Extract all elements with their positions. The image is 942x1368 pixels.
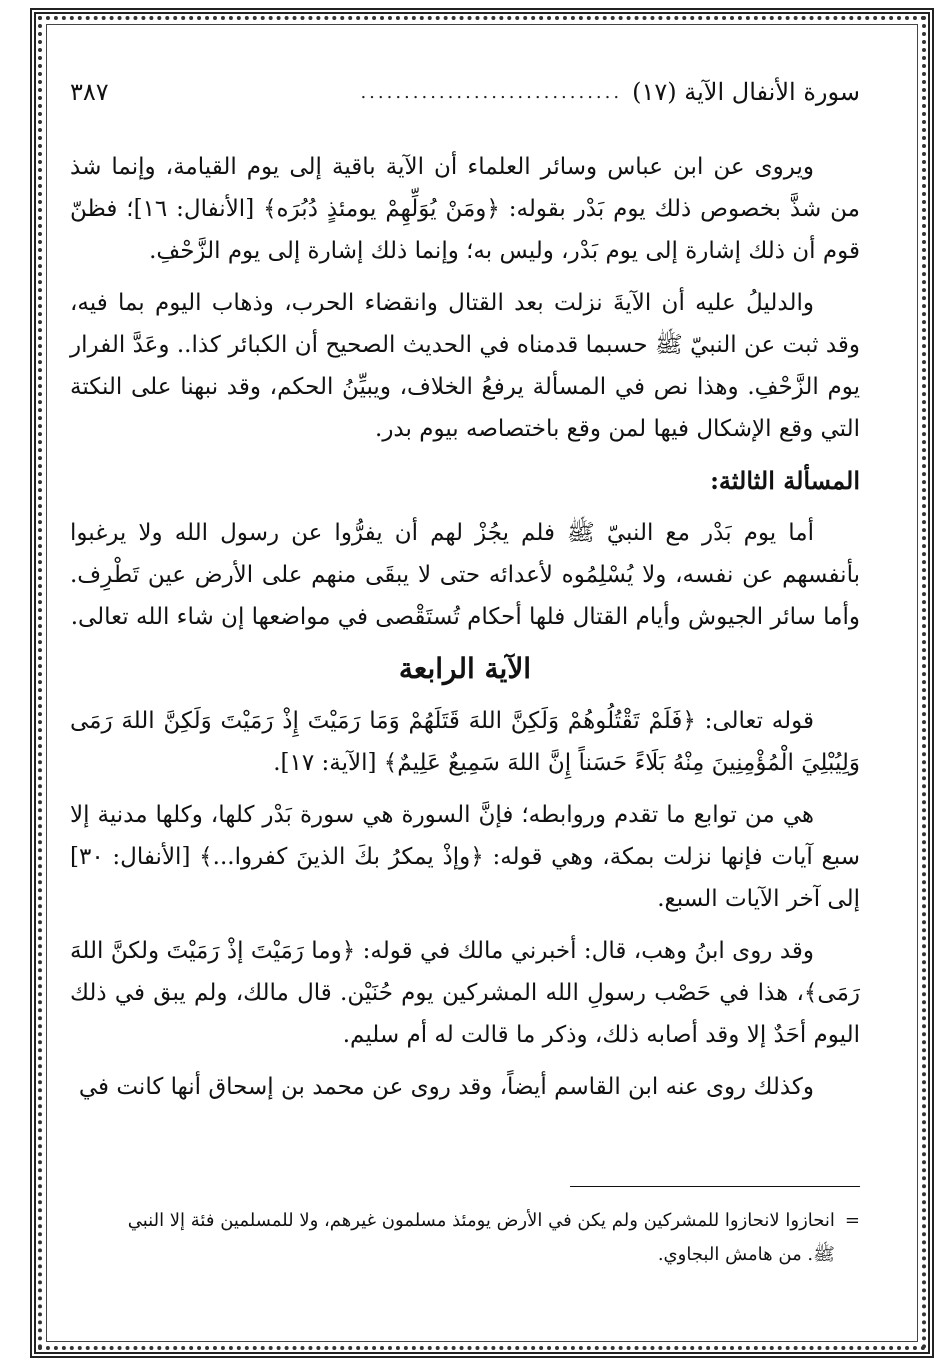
page-number: ٣٨٧ [70, 78, 109, 106]
footnote [70, 1204, 860, 1272]
leader-dots: .............................. [360, 81, 623, 103]
section-heading: الآية الرابعة [398, 652, 532, 685]
paragraph-5: هي من توابع ما تقدم وروابطه؛ فإنَّ السورة هي سورة بَدْر كلها، وكلها مدنية إلا سبع آيات فإنها نزلت بمكة، وهي قوله: ﴿وإذْ يمكرُ بكَ الذينَ كفروا...﴾ [الأنفال: ٣٠] إلى آخر الآيات السبع. [70, 802, 860, 912]
footnote-line-1: انحازوا لانحازوا للمشركين ولم يكن في الأرض يومئذ مسلمون غيرهم، ولا للمسلمين فئة إلا النبي [127, 1210, 835, 1231]
paragraph-2: والدليلُ عليه أن الآيةَ نزلت بعد القتال وانقضاء الحرب، وذهاب اليوم بما فيه، وقد ثبت عن النبيّ ﷺ حسبما قدمناه في الحديث الصحيح أن الكبائر كذا.. وعَدَّ الفرار يوم الزَّحْفِ. وهذا نص في المسألة يرفعُ الخلاف، ويبيِّنُ الحكم، وقد نبهنا على النكتة التي وقع الإشكال فيها لمن وقع باختصاصه بيوم بدر. [70, 290, 860, 442]
section-subheading: المسألة الثالثة: [710, 466, 860, 495]
book-page [70, 60, 860, 1320]
paragraph-7: وكذلك روى عنه ابن القاسم أيضاً، وقد روى عن محمد بن إسحاق أنها كانت في [78, 1074, 814, 1100]
surah-title: سورة الأنفال الآية (١٧) [632, 78, 860, 106]
footnote-rule [570, 1186, 860, 1187]
main-text [70, 146, 860, 1118]
footnote-line-2: ﷺ. من هامش البجاوي. [657, 1244, 835, 1265]
footnote-marker: = [844, 1210, 860, 1231]
running-header [70, 72, 860, 112]
paragraph-3: أما يوم بَدْر مع النبيّ ﷺ فلم يجُزْ لهم أن يفرُّوا عن رسول الله ولا يرغبوا بأنفسهم عن نفسه، ولا يُسْلِمُوه لأعدائه حتى لا يبقَى منهم على الأرض عين تَطْرِف. وأما سائر الجيوش وأيام القتال فلها أحكام تُستَقْصى في مواضعها إن شاء الله تعالى. [70, 520, 860, 630]
footnote-text [70, 1204, 835, 1272]
paragraph-1: ويروى عن ابن عباس وسائر العلماء أن الآية باقية إلى يوم القيامة، وإنما شذ من شذَّ بخصوص ذلك يوم بَدْر بقوله: ﴿ومَنْ يُوَلِّهِمْ يومئذٍ دُبُرَه﴾ [الأنفال: ١٦]؛ فظنّ قوم أن ذلك إشارة إلى يوم بَدْر، وليس به؛ وإنما ذلك إشارة إلى يوم الزَّحْفِ. [70, 154, 860, 264]
paragraph-6: وقد روى ابنُ وهب، قال: أخبرني مالك في قوله: ﴿وما رَمَيْتَ إذْ رَمَيْتَ ولكنَّ اللهَ رَمَى﴾، هذا في حَصْب رسولِ الله المشركين يوم حُنَيْن. قال مالك، ولم يبق في ذلك اليوم أحَدٌ إلا وقد أصابه ذلك، وذكر ما قالت له أم سليم. [70, 938, 860, 1048]
paragraph-4: قوله تعالى: ﴿فَلَمْ تَقْتُلُوهُمْ وَلَكِنَّ اللهَ قَتَلَهُمْ وَمَا رَمَيْتَ إِذْ رَمَيْتَ وَلَكِنَّ اللهَ رَمَى وَلِيُبْلِيَ الْمُؤْمِنِينَ مِنْهُ بَلَاءً حَسَناً إِنَّ اللهَ سَمِيعٌ عَلِيمٌ﴾ [الآية: ١٧]. [70, 708, 860, 776]
